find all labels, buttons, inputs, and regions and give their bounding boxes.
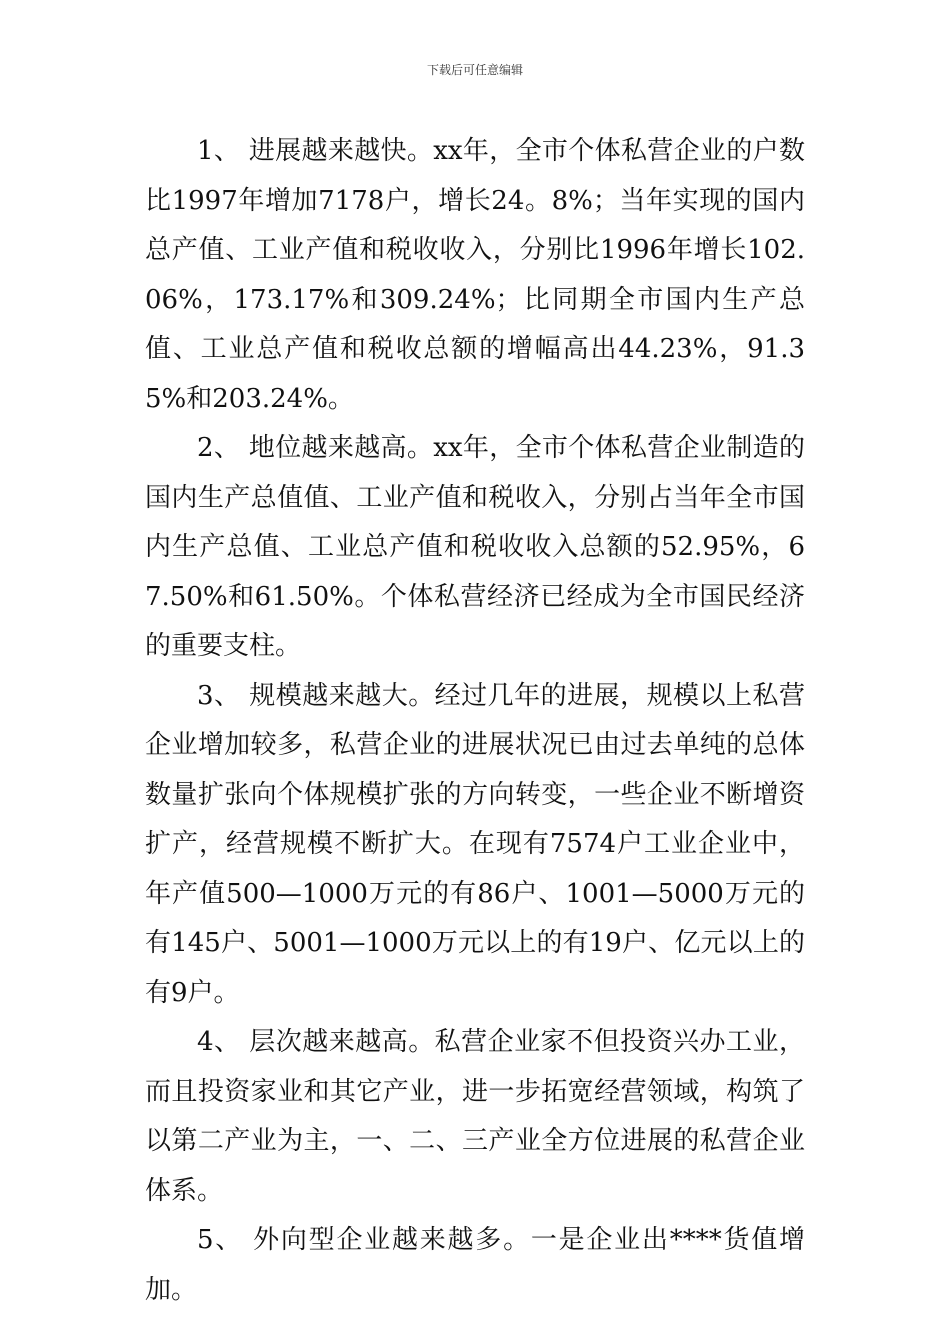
- paragraph-5: [145, 1216, 805, 1315]
- paragraph-number: 3、: [197, 680, 241, 711]
- paragraph-number: 5、: [197, 1225, 244, 1255]
- paragraph-number: 4、: [197, 1027, 241, 1057]
- paragraph-3: [145, 672, 805, 1019]
- paragraph-text: 层次越来越高。私营企业家不但投资兴办工业，而且投资家业和其它产业，进一步拓宽经营领域，构筑了以第二产业为主，一、二、三产业全方位进展的私营企业体系。: [145, 1027, 805, 1206]
- paragraph-text: 规模越来越大。经过几年的进展，规模以上私营企业增加较多，私营企业的进展状况已由过去单纯的总体数量扩张向个体规模扩张的方向转变，一些企业不断增资扩产，经营规模不断扩大。在现有7574户工业企业中，年产值500—1000万元的有86户、1001—5000万元的有145户、5001—1000万元以上的有19户、亿元以上的有9户。: [145, 680, 805, 1008]
- page-header-note: 下载后可任意编辑: [426, 63, 523, 77]
- paragraph-text: 地位越来越高。xx年，全市个体私营企业制造的国内生产总值值、工业产值和税收入，分别占当年全市国内生产总值、工业总产值和税收收入总额的52.95%，67.50%和61.50%。个体私营经济已经成为全市国民经济的重要支柱。: [145, 433, 806, 661]
- paragraph-1: [145, 127, 805, 424]
- paragraph-4: [145, 1018, 805, 1216]
- paragraph-number: 1、: [197, 136, 241, 166]
- paragraph-number: 2、: [197, 433, 241, 463]
- paragraph-text: 外向型企业越来越多。一是企业出****货值增加。: [145, 1225, 806, 1305]
- document-body: [145, 127, 805, 1315]
- paragraph-2: [145, 424, 805, 672]
- paragraph-text: 进展越来越快。xx年，全市个体私营企业的户数比1997年增加7178户，增长24。8%；当年实现的国内总产值、工业产值和税收收入，分别比1996年增长102.06%，173.17%和309.24%；比同期全市国内生产总值、工业总产值和税收总额的增幅高出44.23%，91.35%和203.24%。: [145, 136, 806, 414]
